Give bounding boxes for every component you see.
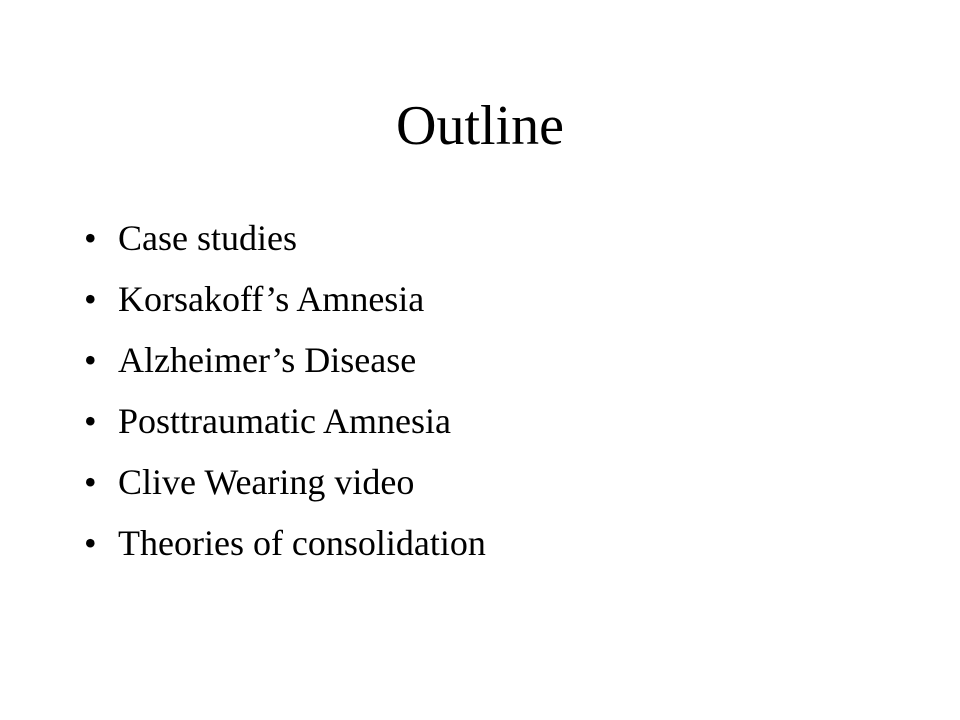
slide-title: Outline bbox=[396, 95, 564, 157]
bullet-text: Case studies bbox=[118, 218, 297, 258]
bullet-icon: • bbox=[84, 462, 97, 502]
bullet-icon: • bbox=[84, 279, 97, 319]
bullet-item bbox=[84, 462, 486, 502]
bullet-item bbox=[84, 218, 486, 258]
bullet-text: Theories of consolidation bbox=[118, 523, 486, 563]
bullet-text: Posttraumatic Amnesia bbox=[118, 401, 451, 441]
bullet-text: Korsakoff’s Amnesia bbox=[118, 279, 425, 319]
bullet-item bbox=[84, 340, 486, 380]
bullet-text: Alzheimer’s Disease bbox=[118, 340, 417, 380]
bullet-icon: • bbox=[84, 523, 97, 563]
bullet-icon: • bbox=[84, 401, 97, 441]
bullet-list bbox=[84, 218, 486, 584]
bullet-icon: • bbox=[84, 218, 97, 258]
bullet-item bbox=[84, 401, 486, 441]
bullet-item bbox=[84, 279, 486, 319]
bullet-icon: • bbox=[84, 340, 97, 380]
bullet-text: Clive Wearing video bbox=[118, 462, 415, 502]
bullet-item bbox=[84, 523, 486, 563]
